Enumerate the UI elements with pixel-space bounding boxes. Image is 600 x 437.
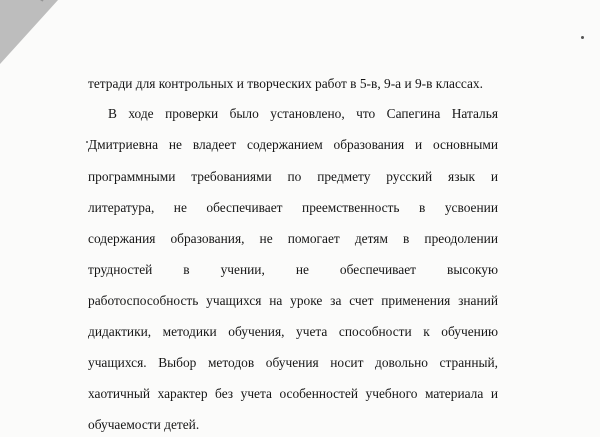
text-line: содержания образования, не помогает детям в преодолении <box>88 231 498 246</box>
folded-corner <box>0 0 58 64</box>
text-line: программными требованиями по предмету русский язык и <box>88 169 498 184</box>
paragraph-start-line: В ходе проверки было установлено, что Сапегина Наталья <box>108 106 498 121</box>
text-line: трудностей в учении, не обеспечивает высокую <box>88 262 498 277</box>
text-line: тетради для контрольных и творческих работ в 5-в, 9-а и 9-в классах. <box>88 76 483 91</box>
text-line-last: обучаемости детей. <box>88 417 200 432</box>
text-line: дидактики, методики обучения, учета способности к обучению <box>88 324 498 339</box>
scan-speck <box>581 36 584 39</box>
text-line: хаотичный характер без учета особенностей учебного материала и <box>88 386 498 401</box>
text-line: Дмитриевна не владеет содержанием образования и основными <box>88 137 498 152</box>
text-line: литература, не обеспечивает преемственность в усвоении <box>88 200 498 215</box>
text-line: работоспособность учащихся на уроке за счет применения знаний <box>88 293 498 308</box>
text-line: учащихся. Выбор методов обучения носит довольно странный, <box>88 355 498 370</box>
